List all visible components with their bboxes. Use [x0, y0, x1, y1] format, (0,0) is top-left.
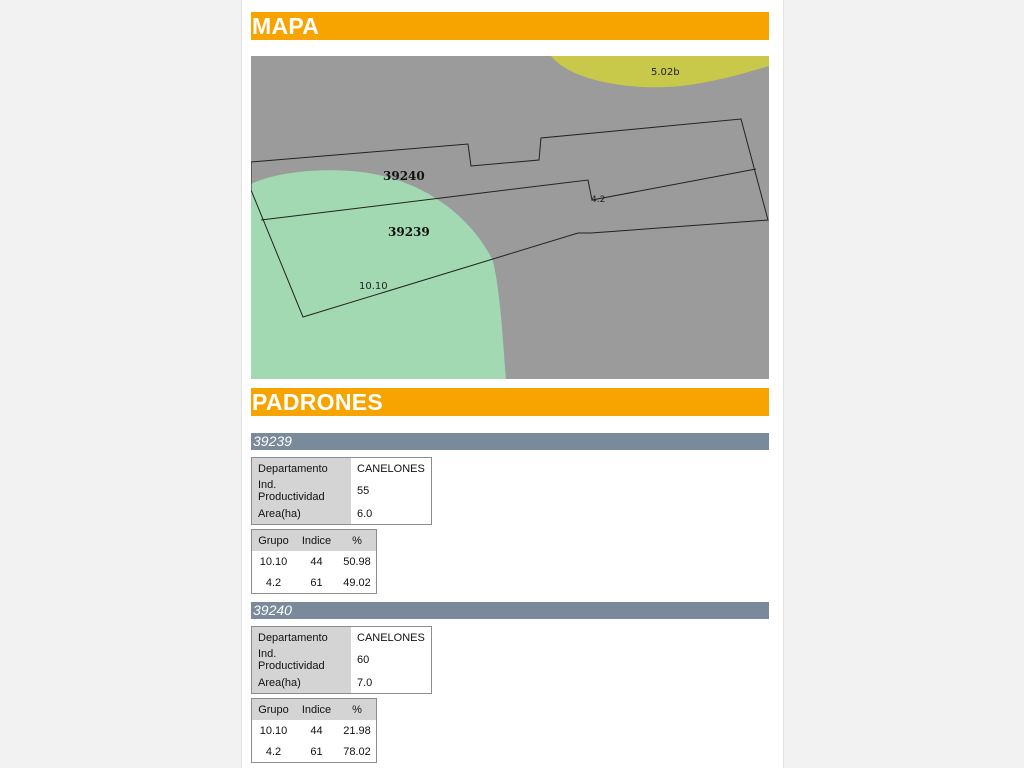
info-value: 60 — [351, 648, 431, 672]
cell-grupo: 10.10 — [259, 555, 288, 568]
cell-indice: 44 — [310, 555, 323, 568]
table-row — [252, 648, 431, 672]
info-value: 7.0 — [351, 672, 431, 693]
info-key: Departamento — [252, 627, 351, 648]
info-value: 6.0 — [351, 503, 431, 524]
table-row — [252, 479, 431, 503]
info-key: Area(ha) — [252, 503, 351, 524]
mapa-header: MAPA — [251, 12, 769, 40]
cell-indice: 61 — [310, 745, 323, 758]
report-page — [241, 0, 784, 768]
cell-grupo: 4.2 — [265, 745, 282, 758]
parcel-label-39239[interactable]: 39239 — [388, 225, 430, 239]
cell-grupo: 4.2 — [265, 576, 282, 589]
padron-info-table-39240 — [251, 626, 432, 694]
parcel-label-39240[interactable]: 39240 — [383, 169, 425, 183]
zone-label-10-10: 10.10 — [359, 281, 388, 292]
col-header-indice: Indice — [295, 699, 338, 720]
padrones-header: PADRONES — [251, 388, 769, 416]
cell-pct: 49.02 — [343, 576, 371, 589]
table-row — [252, 627, 431, 648]
cell-indice: 44 — [310, 724, 323, 737]
padron-title-39240: 39240 — [251, 602, 769, 619]
col-header-grupo: Grupo — [252, 699, 295, 720]
padron-title-39239: 39239 — [251, 433, 769, 450]
col-header-indice: Indice — [295, 530, 338, 551]
cell-pct: 78.02 — [343, 745, 371, 758]
table-header-row — [252, 530, 376, 551]
info-value: 55 — [351, 479, 431, 503]
info-value: CANELONES — [351, 458, 431, 479]
info-key: Ind. Productividad — [252, 648, 351, 672]
table-row — [252, 672, 431, 693]
table-row — [252, 458, 431, 479]
zone-label-5-02b: 5.02b — [651, 67, 680, 78]
cell-grupo: 10.10 — [259, 724, 288, 737]
zone-label-4-2: 4.2 — [591, 195, 606, 205]
padron-info-table-39239 — [251, 457, 432, 525]
col-header-pct: % — [338, 530, 376, 551]
info-key: Area(ha) — [252, 672, 351, 693]
padron-grupos-table-39239 — [251, 529, 377, 594]
cell-indice: 61 — [310, 576, 323, 589]
info-key: Departamento — [252, 458, 351, 479]
table-row — [252, 551, 376, 572]
table-row — [252, 572, 376, 593]
cell-pct: 21.98 — [343, 724, 371, 737]
info-key: Ind. Productividad — [252, 479, 351, 503]
table-row — [252, 741, 376, 762]
table-row — [252, 720, 376, 741]
info-value: CANELONES — [351, 627, 431, 648]
map-canvas — [251, 56, 769, 379]
table-row — [252, 503, 431, 524]
cell-pct: 50.98 — [343, 555, 371, 568]
parcel-map[interactable] — [251, 56, 769, 379]
table-header-row — [252, 699, 376, 720]
padron-grupos-table-39240 — [251, 698, 377, 763]
col-header-pct: % — [338, 699, 376, 720]
col-header-grupo: Grupo — [252, 530, 295, 551]
